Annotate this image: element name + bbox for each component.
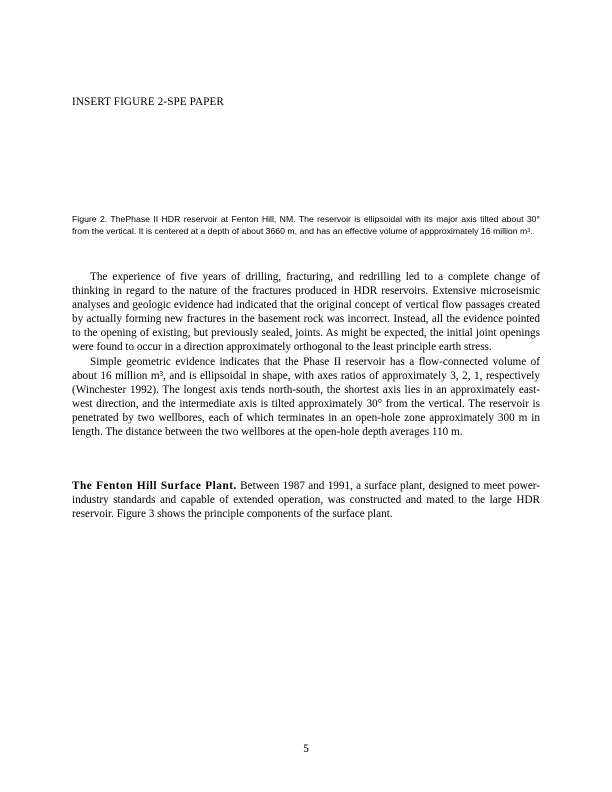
section-heading: The Fenton Hill Surface Plant.	[72, 480, 237, 492]
body-text	[72, 270, 540, 439]
caption-text: Figure 2. ThePhase II HDR reservoir at Fenton Hill, NM. The reservoir is ellipsoidal with its major axis tilted about 30° from the vertical. It is centered at a depth of about 3660 m, and has an effective volume of appproximately 16 million m	[72, 214, 540, 236]
page-number: 5	[303, 743, 309, 755]
section-text: Between 1987 and 1991, a surface plant, designed to meet power-industry standards and capable of extended operation, was constructed and mated to the large HDR reservoir. Figure 3 shows the principle components of the surface plant.	[72, 480, 541, 521]
paragraph: Simple geometric evidence indicates that the Phase II reservoir has a flow-connected volume of about 16 million m³, and is ellipsoidal in shape, with axes ratios of approximately 3, 2, 1, respectively (Winchester 1992). The longest axis tends north-south, the shortest axis lies in an approximately east-west direction, and the intermediate axis is tilted approximately 30° from the vertical. The reservoir is penetrated by two wellbores, each of which terminates in an open-hole zone approximately 300 m in length. The distance between the two wellbores at the open-hole depth averages 110 m.	[72, 355, 540, 439]
section-paragraph	[72, 479, 540, 521]
caption-superscript: 3	[527, 227, 531, 234]
caption-end: .	[530, 225, 533, 236]
figure-placeholder: INSERT FIGURE 2-SPE PAPER	[72, 96, 224, 108]
paragraph: The experience of five years of drilling, fracturing, and redrilling led to a complete change of thinking in regard to the nature of the fractures produced in HDR reservoirs. Extensive microseismic analyses and geologic evidence had indicated that the original concept of vertical flow passages created by actually forming new fractures in the basement rock was incorrect. Instead, all the evidence pointed to the opening of existing, but previously sealed, joints. As might be expected, the initial joint openings were found to occur in a direction approximately orthogonal to the least principle earth stress.	[72, 271, 540, 354]
figure-caption	[72, 214, 540, 237]
